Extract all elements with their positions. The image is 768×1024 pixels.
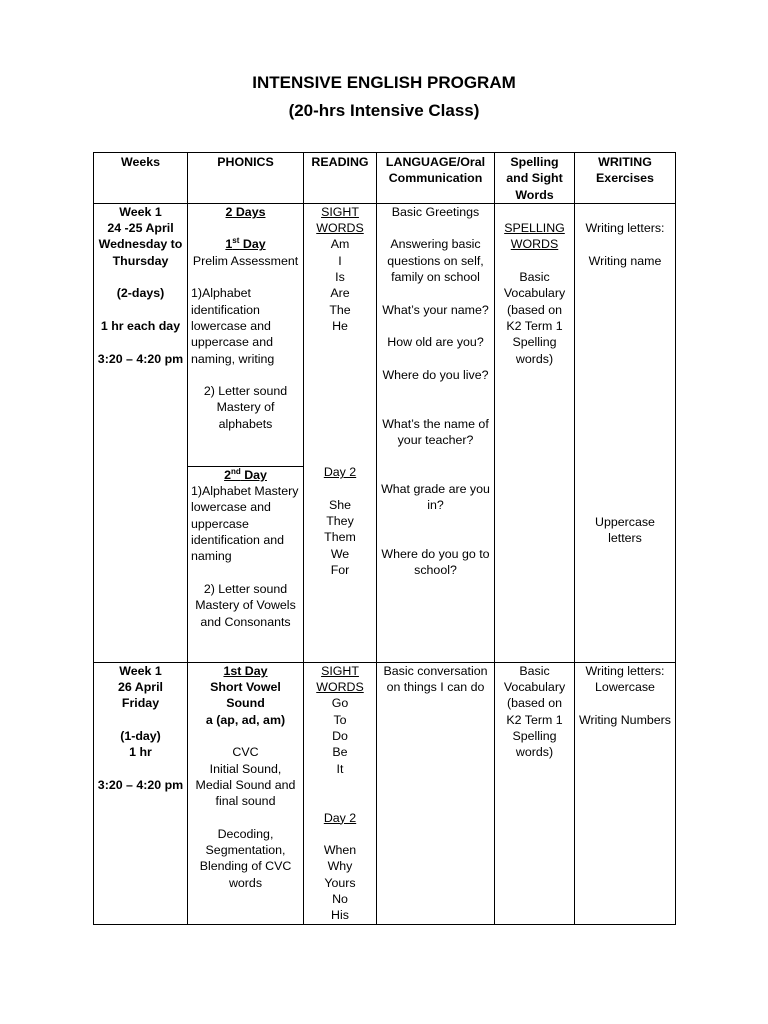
phonics-line: Initial Sound, Medial Sound and final sound — [195, 761, 296, 809]
week-dates: 24 -25 April — [107, 221, 174, 236]
week-hours: 1 hr — [129, 745, 152, 760]
header-spelling: Spelling and Sight Words — [495, 153, 575, 204]
weeks-cell — [94, 662, 188, 924]
spelling-title: SPELLING WORDS — [504, 221, 565, 252]
phonics-title: 2 Days — [225, 204, 266, 219]
language-cell — [377, 662, 495, 924]
document-title: INTENSIVE ENGLISH PROGRAM — [252, 73, 516, 92]
week-label: Week 1 — [119, 204, 162, 219]
reading-cell — [304, 662, 377, 924]
phonics-line: Decoding, Segmentation, Blending of CVC words — [199, 826, 292, 890]
sight-word: Am — [330, 237, 350, 252]
reading-title: SIGHT WORDS — [316, 204, 364, 236]
sight-word: Yours — [324, 875, 356, 890]
writing-cell — [575, 662, 676, 924]
phonics-cell — [188, 662, 304, 924]
reading-day-heading: Day 2 — [323, 465, 357, 480]
sight-word: No — [332, 892, 348, 907]
phonics-line: Short Vowel Sound — [210, 680, 281, 711]
language-item: Basic Greetings — [391, 204, 480, 219]
spelling-text: Basic Vocabulary (based on K2 Term 1 Spelling words) — [503, 270, 566, 366]
language-item: What grade are you in? — [381, 481, 490, 513]
sight-word: Be — [332, 745, 348, 760]
language-item: Basic conversation on things I can do — [383, 663, 488, 695]
phonics-line: CVC — [232, 745, 259, 760]
writing-item: Uppercase letters — [595, 515, 655, 546]
reading-title: SIGHT WORDS — [316, 663, 364, 695]
sight-word: Is — [335, 270, 345, 285]
week-days: Wednesday to Thursday — [98, 237, 183, 268]
week-time: 3:20 – 4:20 pm — [97, 351, 184, 366]
writing-item: Writing letters: — [585, 221, 665, 236]
spelling-cell — [495, 203, 575, 662]
document-subtitle: (20-hrs Intensive Class) — [288, 101, 480, 120]
sight-word: Them — [324, 530, 356, 545]
sight-word: To — [333, 712, 347, 727]
sight-word: We — [330, 546, 350, 561]
sight-word: I — [338, 253, 342, 268]
language-item: What’s the name of your teacher? — [382, 416, 489, 448]
phonics-cell — [188, 466, 304, 662]
writing-cell — [575, 203, 676, 662]
phonics-line: Prelim Assessment — [192, 253, 299, 268]
language-item: Answering basic questions on self, family on school — [387, 237, 484, 285]
phonics-item: 2) Letter sound Mastery of alphabets — [203, 384, 288, 431]
sight-word: For — [330, 563, 350, 578]
phonics-cell — [188, 203, 304, 466]
sight-word: Are — [330, 286, 350, 301]
weeks-cell — [94, 203, 188, 662]
day-heading: 1st Day — [225, 236, 266, 252]
header-reading: READING — [304, 153, 377, 204]
sight-word: Why — [327, 859, 353, 874]
spelling-text: Basic Vocabulary (based on K2 Term 1 Spelling words) — [503, 663, 566, 760]
phonics-item: 1)Alphabet identification lowercase and uppercase and naming, writing — [191, 286, 275, 366]
sight-word: She — [328, 497, 352, 512]
phonics-line: a (ap, ad, am) — [205, 712, 286, 727]
week-day-count: (1-day) — [120, 729, 161, 744]
program-table — [93, 152, 676, 925]
week-dates: 26 April — [118, 680, 163, 695]
phonics-item: 2) Letter sound Mastery of Vowels and Consonants — [195, 581, 296, 629]
language-item: What’s your name? — [382, 302, 489, 317]
writing-item: Writing Numbers — [578, 712, 672, 727]
reading-cell — [304, 203, 377, 662]
sight-word: His — [331, 908, 349, 923]
spelling-cell — [495, 662, 575, 924]
language-cell — [377, 203, 495, 662]
header-language: LANGUAGE/Oral Communication — [377, 153, 495, 204]
table-row — [94, 662, 676, 924]
phonics-item: 1)Alphabet Mastery lowercase and uppercase identification and naming — [191, 484, 299, 564]
sight-word: He — [332, 318, 348, 333]
sight-word: When — [323, 843, 357, 858]
week-day-count: (2-days) — [116, 286, 165, 301]
header-phonics: PHONICS — [188, 153, 304, 204]
day-heading: 1st Day — [223, 663, 268, 678]
sight-word: They — [326, 514, 354, 529]
day-heading: 2nd Day — [224, 466, 267, 482]
language-item: How old are you? — [387, 335, 484, 350]
language-item: Where do you live? — [382, 367, 489, 382]
header-writing: WRITING Exercises — [575, 153, 676, 204]
header-weeks: Weeks — [94, 153, 188, 204]
table-row — [94, 203, 676, 466]
sight-word: The — [329, 302, 351, 317]
header-row — [94, 153, 676, 204]
language-item: Where do you go to school? — [381, 547, 490, 578]
week-time: 3:20 – 4:20 pm — [97, 777, 184, 792]
week-hours: 1 hr each day — [100, 318, 181, 333]
writing-item: Writing letters: Lowercase — [585, 663, 665, 695]
writing-item: Writing name — [588, 253, 662, 268]
week-days: Friday — [121, 696, 160, 711]
week-label: Week 1 — [119, 663, 162, 678]
reading-day-heading: Day 2 — [323, 810, 357, 825]
sight-word: Do — [332, 729, 348, 744]
sight-word: It — [336, 761, 344, 776]
sight-word: Go — [331, 696, 349, 711]
